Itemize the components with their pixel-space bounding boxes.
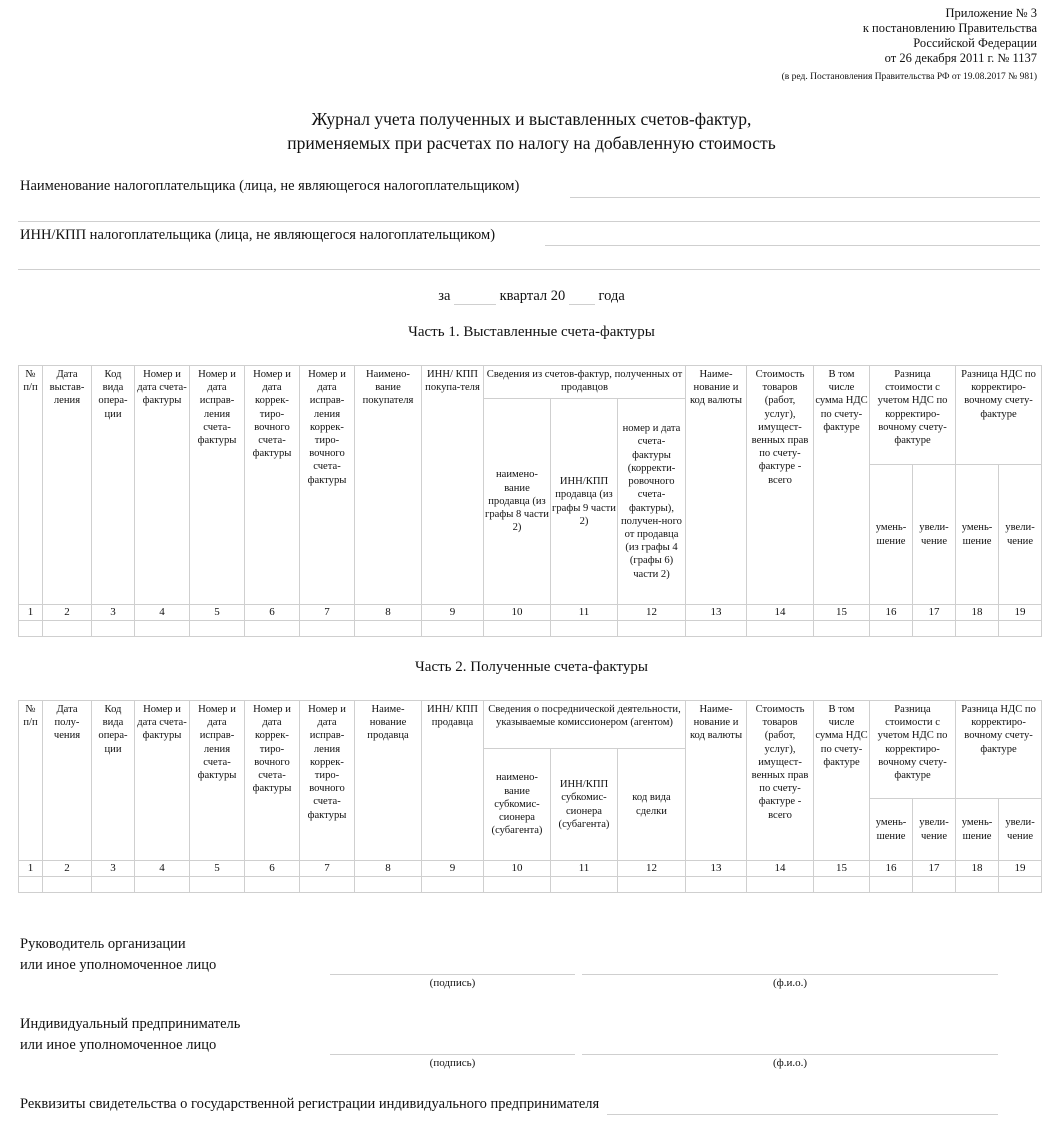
part1-table — [18, 365, 1042, 637]
table-cell[interactable] — [686, 621, 747, 637]
p2-col-num-14: 14 — [747, 861, 814, 877]
p2-col-num-3: 3 — [92, 861, 135, 877]
p1-h5: Номер и дата исправ-ления счета-фактуры — [190, 366, 245, 605]
table-cell[interactable] — [300, 877, 355, 893]
title-line-1: Журнал учета полученных и выставленных счетов-фактур, — [311, 109, 752, 129]
p1-col-num-12: 12 — [618, 605, 686, 621]
part1-title: Часть 1. Выставленные счета-фактуры — [408, 324, 655, 340]
table-cell[interactable] — [999, 877, 1042, 893]
p2-col-num-8: 8 — [355, 861, 422, 877]
p2-col-num-13: 13 — [686, 861, 747, 877]
period-year: года — [598, 288, 625, 304]
p1-h16: умень-шение — [870, 465, 913, 605]
p2-col-num-4: 4 — [135, 861, 190, 877]
p2-col-num-10: 10 — [484, 861, 551, 877]
p1-col-num-15: 15 — [814, 605, 870, 621]
p2-col-num-16: 16 — [870, 861, 913, 877]
p1-col-num-18: 18 — [956, 605, 999, 621]
part2-title: Часть 2. Полученные счета-фактуры — [415, 659, 648, 675]
p1-col-num-8: 8 — [355, 605, 422, 621]
p2-col-num-18: 18 — [956, 861, 999, 877]
table-cell[interactable] — [870, 877, 913, 893]
title-line-2: применяемых при расчетах по налогу на добавленную стоимость — [287, 133, 776, 153]
head-label-line-2: или иное уполномоченное лицо — [20, 957, 217, 973]
head-name-caption: (ф.и.о.) — [772, 977, 808, 989]
p1-col-num-9: 9 — [422, 605, 484, 621]
table-cell[interactable] — [956, 621, 999, 637]
p1-h12: номер и дата счета-фактуры (корректи-ровочного счета-фактуры), получен-ного от продавца (из графы 4 (графы 6) части 2) — [618, 399, 686, 605]
head-label-line-1: Руководитель организации — [20, 936, 186, 952]
p2-h17: увели-чение — [913, 799, 956, 861]
p2-h4: Номер и дата счета-фактуры — [135, 701, 190, 861]
p1-col-num-16: 16 — [870, 605, 913, 621]
p1-col-num-3: 3 — [92, 605, 135, 621]
p1-col-num-13: 13 — [686, 605, 747, 621]
table-cell[interactable] — [422, 621, 484, 637]
head-signature-caption: (подпись) — [429, 977, 476, 989]
table-cell[interactable] — [913, 621, 956, 637]
taxpayer-name-line-2[interactable] — [18, 221, 1040, 222]
table-cell[interactable] — [618, 877, 686, 893]
p1-h1: № п/п — [19, 366, 43, 605]
p1-h7: Номер и дата исправ-ления коррек-тиро-вочного счета-фактуры — [300, 366, 355, 605]
p2-h14: Стоимость товаров (работ, услуг), имущест-венных прав по счету-фактуре - всего — [747, 701, 814, 861]
table-cell[interactable] — [686, 877, 747, 893]
p2-col-num-5: 5 — [190, 861, 245, 877]
p2-h2: Дата полу-чения — [43, 701, 92, 861]
ip-name-line[interactable] — [582, 1054, 998, 1055]
taxpayer-name-label: Наименование налогоплательщика (лица, не являющегося налогоплательщиком) — [20, 178, 520, 194]
table-cell[interactable] — [551, 877, 618, 893]
table-cell[interactable] — [747, 877, 814, 893]
p1-h8: Наимено-вание покупателя — [355, 366, 422, 605]
p2-col-num-19: 19 — [999, 861, 1042, 877]
ip-signature-label — [20, 1014, 240, 1056]
p2-h7: Номер и дата исправ-ления коррек-тиро-вочного счета-фактуры — [300, 701, 355, 861]
p2-h3: Код вида опера-ции — [92, 701, 135, 861]
p1-h13: Наиме-нование и код валюты — [686, 366, 747, 605]
table-cell[interactable] — [355, 877, 422, 893]
p2-col-num-7: 7 — [300, 861, 355, 877]
p2-col-num-15: 15 — [814, 861, 870, 877]
p1-data-row[interactable] — [19, 621, 1042, 637]
period-line — [0, 286, 1063, 305]
table-cell[interactable] — [190, 621, 245, 637]
table-cell[interactable] — [135, 621, 190, 637]
p1-col-num-5: 5 — [190, 605, 245, 621]
p2-h11: ИНН/КПП субкомис-сионера (субагента) — [551, 749, 618, 861]
p1-col-num-14: 14 — [747, 605, 814, 621]
p2-h9: ИНН/ КПП продавца — [422, 701, 484, 861]
table-cell[interactable] — [43, 877, 92, 893]
appendix-line-1: Приложение № 3 — [945, 6, 1037, 20]
p2-h19: увели-чение — [999, 799, 1042, 861]
appendix-header — [782, 6, 1037, 85]
p2-h5: Номер и дата исправ-ления счета-фактуры — [190, 701, 245, 861]
p1-h3: Код вида опера-ции — [92, 366, 135, 605]
part2-table — [18, 700, 1042, 893]
p1-col-num-6: 6 — [245, 605, 300, 621]
p1-col-num-10: 10 — [484, 605, 551, 621]
table-cell[interactable] — [747, 621, 814, 637]
taxpayer-inn-line-2[interactable] — [18, 269, 1040, 270]
p2-h13: Наиме-нование и код валюты — [686, 701, 747, 861]
p1-h1617: Разница стоимости с учетом НДС по корректиро-вочному счету-фактуре — [870, 366, 956, 465]
taxpayer-inn-line[interactable] — [545, 245, 1040, 246]
registration-label: Реквизиты свидетельства о государственной регистрации индивидуального предпринимателя — [20, 1096, 600, 1112]
p2-col-num-12: 12 — [618, 861, 686, 877]
p1-col-num-1: 1 — [19, 605, 43, 621]
p2-h12: код вида сделки — [618, 749, 686, 861]
table-cell[interactable] — [245, 877, 300, 893]
appendix-line-2: к постановлению Правительства — [862, 21, 1037, 35]
table-cell[interactable] — [814, 877, 870, 893]
p2-col-num-17: 17 — [913, 861, 956, 877]
table-cell[interactable] — [92, 877, 135, 893]
table-cell[interactable] — [422, 877, 484, 893]
ip-label-line-2: или иное уполномоченное лицо — [20, 1037, 217, 1053]
period-za: за — [438, 288, 451, 304]
table-cell[interactable] — [19, 621, 43, 637]
p1-h2: Дата выстав-ления — [43, 366, 92, 605]
p1-h17: увели-чение — [913, 465, 956, 605]
table-cell[interactable] — [300, 621, 355, 637]
p1-h4: Номер и дата счета-фактуры — [135, 366, 190, 605]
p1-h15: В том числе сумма НДС по счету-фактуре — [814, 366, 870, 605]
table-cell[interactable] — [355, 621, 422, 637]
p1-col-num-19: 19 — [999, 605, 1042, 621]
p2-h1617: Разница стоимости с учетом НДС по корректиро-вочному счету-фактуре — [870, 701, 956, 799]
p1-col-num-4: 4 — [135, 605, 190, 621]
p2-col-num-6: 6 — [245, 861, 300, 877]
p1-h14: Стоимость товаров (работ, услуг), имущест-венных прав по счету-фактуре - всего — [747, 366, 814, 605]
table-cell[interactable] — [551, 621, 618, 637]
taxpayer-name-line[interactable] — [570, 197, 1040, 198]
table-cell[interactable] — [92, 621, 135, 637]
p1-col-num-2: 2 — [43, 605, 92, 621]
ip-label-line-1: Индивидуальный предприниматель — [20, 1016, 241, 1032]
table-cell[interactable] — [618, 621, 686, 637]
table-cell[interactable] — [190, 877, 245, 893]
p1-h9: ИНН/ КПП покупа-теля — [422, 366, 484, 605]
p1-h1819: Разница НДС по корректиро-вочному счету-фактуре — [956, 366, 1042, 465]
p2-group: Сведения о посреднической деятельности, указываемые комиссионером (агентом) — [484, 701, 686, 749]
p2-data-row[interactable] — [19, 877, 1042, 893]
period-quarter: квартал 20 — [499, 288, 566, 304]
p1-group: Сведения из счетов-фактур, полученных от продавцов — [484, 366, 686, 399]
table-cell[interactable] — [484, 621, 551, 637]
ip-signature-caption: (подпись) — [429, 1057, 476, 1069]
p2-col-num-2: 2 — [43, 861, 92, 877]
p1-col-num-17: 17 — [913, 605, 956, 621]
p1-col-num-11: 11 — [551, 605, 618, 621]
table-cell[interactable] — [135, 877, 190, 893]
appendix-line-4: от 26 декабря 2011 г. № 1137 — [884, 51, 1037, 65]
head-signature-label — [20, 934, 216, 976]
p2-h16: умень-шение — [870, 799, 913, 861]
registration-line[interactable] — [607, 1114, 998, 1115]
table-cell[interactable] — [245, 621, 300, 637]
table-cell[interactable] — [913, 877, 956, 893]
quarter-blank[interactable] — [454, 286, 496, 305]
p2-col-num-1: 1 — [19, 861, 43, 877]
p1-h10: наимено-вание продавца (из графы 8 части 2) — [484, 399, 551, 605]
p1-h6: Номер и дата коррек-тиро-вочного счета-фактуры — [245, 366, 300, 605]
head-signature-line[interactable] — [330, 974, 575, 975]
table-cell[interactable] — [956, 877, 999, 893]
table-cell[interactable] — [814, 621, 870, 637]
p2-h15: В том числе сумма НДС по счету-фактуре — [814, 701, 870, 861]
p1-h19: увели-чение — [999, 465, 1042, 605]
head-name-line[interactable] — [582, 974, 998, 975]
p2-h18: умень-шение — [956, 799, 999, 861]
appendix-line-3: Российской Федерации — [913, 36, 1037, 50]
p2-h10: наимено-вание субкомис-сионера (субагента) — [484, 749, 551, 861]
table-cell[interactable] — [43, 621, 92, 637]
table-cell[interactable] — [870, 621, 913, 637]
p2-col-num-11: 11 — [551, 861, 618, 877]
taxpayer-inn-label: ИНН/КПП налогоплательщика (лица, не являющегося налогоплательщиком) — [20, 227, 496, 243]
year-blank[interactable] — [569, 286, 595, 305]
p1-number-row — [19, 605, 1042, 621]
p1-h18: умень-шение — [956, 465, 999, 605]
document-title — [0, 107, 1063, 155]
table-cell[interactable] — [484, 877, 551, 893]
p2-h8: Наиме-нование продавца — [355, 701, 422, 861]
p1-h11: ИНН/КПП продавца (из графы 9 части 2) — [551, 399, 618, 605]
p2-h1: № п/п — [19, 701, 43, 861]
ip-name-caption: (ф.и.о.) — [772, 1057, 808, 1069]
table-cell[interactable] — [999, 621, 1042, 637]
p2-h1819: Разница НДС по корректиро-вочному счету-фактуре — [956, 701, 1042, 799]
p2-number-row — [19, 861, 1042, 877]
ip-signature-line[interactable] — [330, 1054, 575, 1055]
p2-col-num-9: 9 — [422, 861, 484, 877]
p2-h6: Номер и дата коррек-тиро-вочного счета-фактуры — [245, 701, 300, 861]
table-cell[interactable] — [19, 877, 43, 893]
revision-note: (в ред. Постановления Правительства РФ от 19.08.2017 № 981) — [781, 72, 1037, 82]
p1-col-num-7: 7 — [300, 605, 355, 621]
